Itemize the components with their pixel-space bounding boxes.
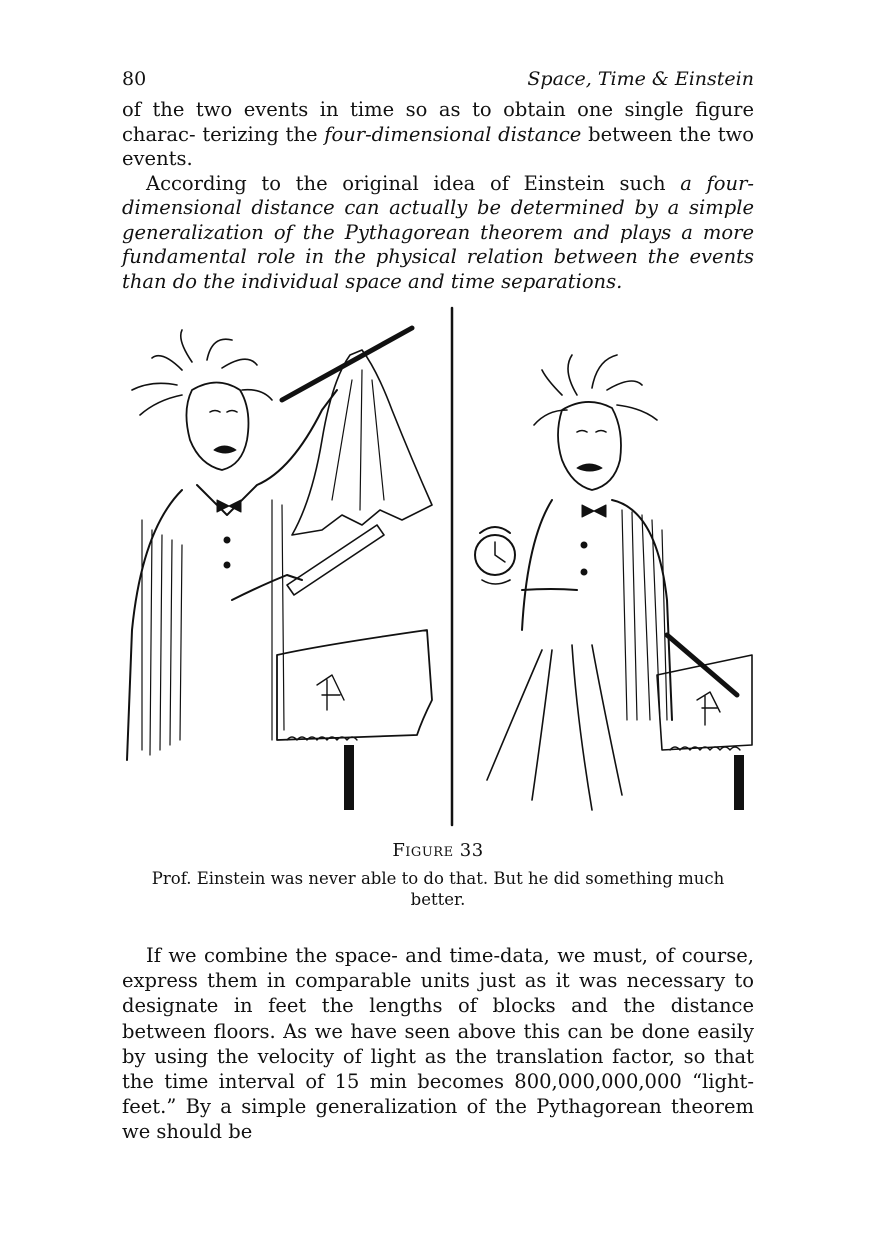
para1-sentence2-start: According to the original idea of Einstein such [146,171,681,195]
figure-caption: Prof. Einstein was never able to do that. But he did something much better. [151,869,725,909]
paragraph-1 [122,98,754,294]
para1-line2-start: terizing the [202,122,325,146]
para1-line2-end: between the two events. [122,122,754,170]
para1-emphasis-1: four-dimensional distance [324,122,582,146]
para1-emphasis-2: a four-dimensional distance can actually be determined by a simple generalization of the Pythagorean theorem and plays a more fundamental role in the physical relation between the events than do the individual space and time separations. [122,171,754,293]
right-panel-figure [475,355,752,810]
cartoon-drawing [122,300,754,840]
page-number: 80 [122,68,147,90]
left-panel-figure [127,328,432,810]
running-title: Space, Time & Einstein [527,68,754,90]
figure-33-illustration [122,300,754,840]
running-head [122,68,754,94]
para1-line1: of the two events in time so as to obtain one single figure charac- [122,98,754,146]
figure-label: Figure 33 [392,840,484,861]
paragraph-2: If we combine the space- and time-data, we must, of course, express them in comparable units just as it was necessary to designate in feet the lengths of blocks and the distance between floors. As we have seen above this can be done easily by using the velocity of light as the translation factor, so that the time interval of 15 min becomes 800,000,000,000 “light-feet.” By a simple generalization of the Pythagorean theorem we should be [122,944,754,1144]
